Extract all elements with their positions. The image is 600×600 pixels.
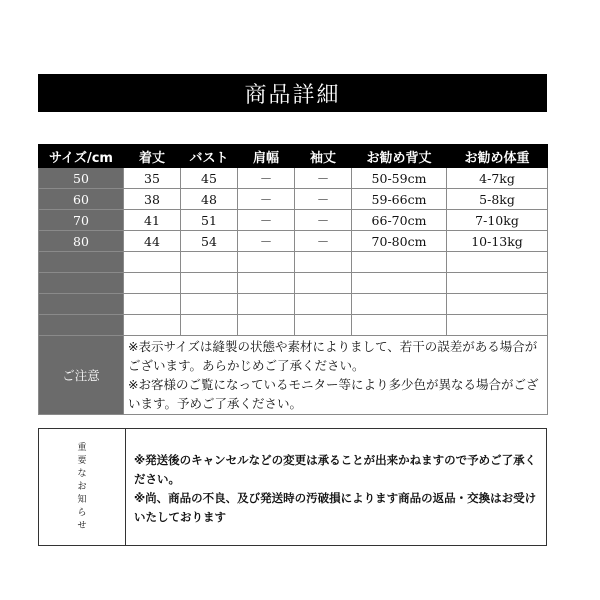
table-cell: － [238,168,295,189]
table-cell: － [295,210,352,231]
empty-cell [238,294,295,315]
table-cell: 59-66cm [352,189,447,210]
notice-label-char: ら [77,507,87,518]
empty-cell [295,273,352,294]
size-cell: 60 [39,189,124,210]
size-cell: 50 [39,168,124,189]
empty-cell [447,273,548,294]
header-length: 着丈 [124,145,181,168]
empty-row [39,273,548,294]
caution-row [39,336,548,415]
empty-cell [124,315,181,336]
empty-cell [295,252,352,273]
empty-cell [124,294,181,315]
header-height: お勧め背丈 [352,145,447,168]
empty-cell [295,294,352,315]
table-cell: 5-8kg [447,189,548,210]
empty-row [39,294,548,315]
table-cell: 54 [181,231,238,252]
notice-label-char: せ [77,520,87,531]
table-cell: － [238,210,295,231]
table-cell: 35 [124,168,181,189]
table-cell: 70-80cm [352,231,447,252]
important-notice [38,428,547,546]
table-cell: 66-70cm [352,210,447,231]
caution-label: ご注意 [39,336,124,415]
table-cell: 44 [124,231,181,252]
page-title: 商品詳細 [38,74,547,112]
table-cell: 4-7kg [447,168,548,189]
empty-cell [352,273,447,294]
table-header-row [39,145,548,168]
table-cell: 10-13kg [447,231,548,252]
table-row [39,189,548,210]
empty-cell [447,252,548,273]
empty-cell [352,315,447,336]
table-row [39,210,548,231]
notice-label-char: 知 [77,494,87,505]
table-cell: － [295,231,352,252]
header-shoulder: 肩幅 [238,145,295,168]
table-cell: 41 [124,210,181,231]
table-cell: 7-10kg [447,210,548,231]
table-cell: － [238,189,295,210]
notice-label-char: 要 [77,455,87,466]
header-sleeve: 袖丈 [295,145,352,168]
empty-cell [295,315,352,336]
notice-label-char: お [77,481,87,492]
empty-cell [181,294,238,315]
empty-size-cell [39,294,124,315]
size-cell: 70 [39,210,124,231]
table-cell: 51 [181,210,238,231]
empty-cell [124,273,181,294]
empty-cell [238,252,295,273]
empty-size-cell [39,273,124,294]
table-cell: 50-59cm [352,168,447,189]
table-row [39,168,548,189]
notice-line-1: ※発送後のキャンセルなどの変更は承ることが出来かねますので予めご了承ください。 [134,453,537,486]
notice-label-char: な [77,468,87,479]
table-cell: － [238,231,295,252]
empty-cell [447,294,548,315]
table-cell: 48 [181,189,238,210]
empty-size-cell [39,252,124,273]
table-cell: － [295,168,352,189]
empty-cell [181,273,238,294]
caution-line-2: ※お客様のご覧になっているモニター等により多少色が異なる場合がございます。予めご了承ください。 [128,377,539,411]
empty-size-cell [39,315,124,336]
size-table [38,144,548,415]
empty-row [39,315,548,336]
caution-line-1: ※表示サイズは縫製の状態や素材によりまして、若干の誤差がある場合がございます。あらかじめご了承ください。 [128,339,538,373]
size-cell: 80 [39,231,124,252]
empty-cell [352,294,447,315]
table-cell: 45 [181,168,238,189]
table-row [39,231,548,252]
empty-cell [181,315,238,336]
notice-label-char: 重 [77,442,87,453]
header-size: サイズ/cm [39,145,124,168]
empty-cell [124,252,181,273]
empty-cell [238,315,295,336]
caution-text [124,336,548,415]
empty-cell [352,252,447,273]
empty-row [39,252,548,273]
header-bust: バスト [181,145,238,168]
header-weight: お勧め体重 [447,145,548,168]
notice-line-2: ※尚、商品の不良、及び発送時の汚破損によります商品の返品・交換はお受けいたしております [134,491,537,524]
table-cell: 38 [124,189,181,210]
empty-cell [238,273,295,294]
empty-cell [447,315,548,336]
notice-label [39,429,126,545]
empty-cell [181,252,238,273]
notice-text [126,429,546,545]
table-cell: － [295,189,352,210]
